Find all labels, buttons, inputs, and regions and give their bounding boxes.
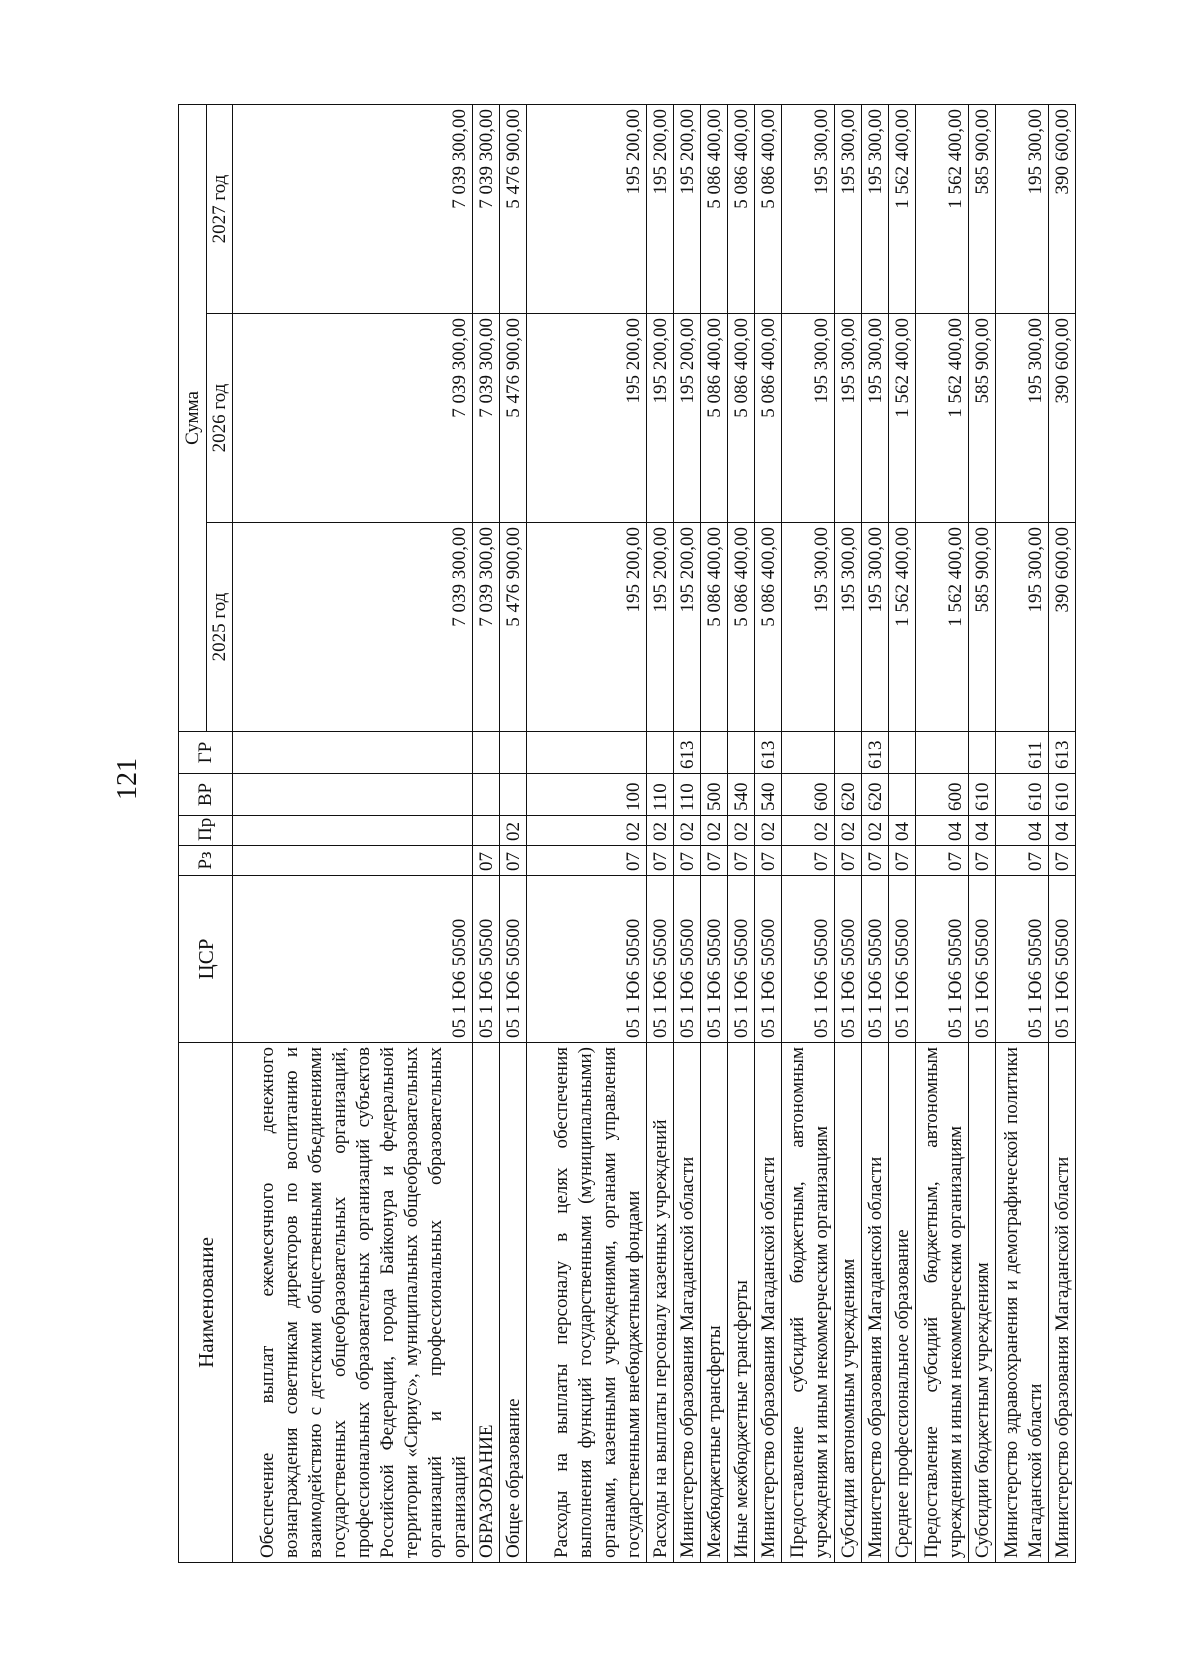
cell-name: Субсидии автономным учреждениям [835, 1043, 862, 1563]
header-gr: ГР [179, 732, 233, 774]
cell-y2026: 1 562 400,00 [916, 314, 969, 523]
header-2026: 2026 год [207, 314, 233, 523]
cell-y2027: 390 600,00 [1049, 105, 1076, 314]
cell-pr: 02 [862, 816, 889, 846]
cell-y2026: 195 200,00 [527, 314, 647, 523]
cell-rz: 07 [996, 846, 1049, 876]
cell-csr: 05 1 Ю6 50500 [500, 876, 527, 1043]
cell-y2026: 7 039 300,00 [473, 314, 500, 523]
table-row [1049, 105, 1076, 1563]
cell-y2026: 5 476 900,00 [500, 314, 527, 523]
cell-y2027: 195 200,00 [674, 105, 701, 314]
cell-gr [916, 732, 969, 774]
cell-y2026: 195 300,00 [862, 314, 889, 523]
table-row [782, 105, 835, 1563]
cell-gr [701, 732, 728, 774]
cell-vr: 110 [674, 774, 701, 816]
cell-rz: 07 [500, 846, 527, 876]
cell-pr: 02 [527, 816, 647, 846]
cell-y2025: 5 086 400,00 [755, 523, 782, 732]
cell-gr [835, 732, 862, 774]
cell-y2027: 1 562 400,00 [916, 105, 969, 314]
cell-gr: 613 [862, 732, 889, 774]
cell-name: Министерство образования Магаданской области [1049, 1043, 1076, 1563]
cell-y2025: 1 562 400,00 [889, 523, 916, 732]
cell-y2026: 195 300,00 [782, 314, 835, 523]
cell-name: Министерство здравоохранения и демографической политики Магаданской области [996, 1043, 1049, 1563]
table-row [916, 105, 969, 1563]
cell-rz: 07 [647, 846, 674, 876]
cell-y2027: 195 200,00 [527, 105, 647, 314]
cell-y2025: 195 200,00 [674, 523, 701, 732]
page-number: 121 [112, 758, 143, 800]
cell-rz: 07 [728, 846, 755, 876]
cell-pr: 04 [916, 816, 969, 846]
table-row [527, 105, 647, 1563]
cell-rz: 07 [1049, 846, 1076, 876]
header-sum: Сумма [179, 105, 207, 732]
cell-vr [473, 774, 500, 816]
cell-y2025: 195 200,00 [527, 523, 647, 732]
cell-y2026: 390 600,00 [1049, 314, 1076, 523]
table-row [969, 105, 996, 1563]
cell-y2026: 5 086 400,00 [728, 314, 755, 523]
cell-y2027: 5 086 400,00 [755, 105, 782, 314]
cell-csr: 05 1 Ю6 50500 [916, 876, 969, 1043]
cell-y2027: 7 039 300,00 [233, 105, 473, 314]
cell-csr: 05 1 Ю6 50500 [755, 876, 782, 1043]
cell-rz: 07 [969, 846, 996, 876]
cell-gr [969, 732, 996, 774]
cell-vr [233, 774, 473, 816]
cell-rz: 07 [701, 846, 728, 876]
cell-gr [500, 732, 527, 774]
cell-gr: 613 [755, 732, 782, 774]
cell-pr: 02 [728, 816, 755, 846]
cell-pr: 04 [889, 816, 916, 846]
header-2025: 2025 год [207, 523, 233, 732]
cell-pr: 02 [782, 816, 835, 846]
budget-table [178, 104, 1076, 1563]
table-row [500, 105, 527, 1563]
cell-vr: 600 [782, 774, 835, 816]
cell-vr: 620 [862, 774, 889, 816]
cell-csr: 05 1 Ю6 50500 [1049, 876, 1076, 1043]
cell-vr: 620 [835, 774, 862, 816]
cell-csr: 05 1 Ю6 50500 [969, 876, 996, 1043]
cell-vr: 600 [916, 774, 969, 816]
cell-y2027: 1 562 400,00 [889, 105, 916, 314]
cell-y2026: 585 900,00 [969, 314, 996, 523]
cell-rz: 07 [889, 846, 916, 876]
cell-csr: 05 1 Ю6 50500 [782, 876, 835, 1043]
cell-vr [889, 774, 916, 816]
cell-y2025: 7 039 300,00 [233, 523, 473, 732]
cell-vr: 110 [647, 774, 674, 816]
cell-csr: 05 1 Ю6 50500 [996, 876, 1049, 1043]
cell-y2025: 7 039 300,00 [473, 523, 500, 732]
cell-name: Министерство образования Магаданской области [755, 1043, 782, 1563]
cell-rz: 07 [527, 846, 647, 876]
cell-y2026: 7 039 300,00 [233, 314, 473, 523]
cell-y2026: 5 086 400,00 [755, 314, 782, 523]
cell-pr: 04 [996, 816, 1049, 846]
cell-gr: 613 [1049, 732, 1076, 774]
cell-pr: 02 [701, 816, 728, 846]
cell-name: Среднее профессиональное образование [889, 1043, 916, 1563]
cell-y2025: 5 086 400,00 [728, 523, 755, 732]
cell-y2027: 195 300,00 [835, 105, 862, 314]
header-name: Наименование [179, 1043, 233, 1563]
cell-vr: 610 [969, 774, 996, 816]
cell-vr: 610 [1049, 774, 1076, 816]
cell-y2025: 195 300,00 [862, 523, 889, 732]
cell-name: Министерство образования Магаданской области [674, 1043, 701, 1563]
cell-csr: 05 1 Ю6 50500 [889, 876, 916, 1043]
cell-vr: 540 [755, 774, 782, 816]
cell-gr [728, 732, 755, 774]
cell-csr: 05 1 Ю6 50500 [233, 876, 473, 1043]
cell-name: Предоставление субсидий бюджетным, автономным учреждениям и иным некоммерческим организациям [916, 1043, 969, 1563]
cell-y2025: 195 300,00 [835, 523, 862, 732]
cell-name: Субсидии бюджетным учреждениям [969, 1043, 996, 1563]
cell-y2026: 195 300,00 [835, 314, 862, 523]
cell-pr: 02 [755, 816, 782, 846]
cell-name: Иные межбюджетные трансферты [728, 1043, 755, 1563]
cell-vr: 500 [701, 774, 728, 816]
table-row [862, 105, 889, 1563]
cell-y2027: 195 200,00 [647, 105, 674, 314]
cell-rz: 07 [755, 846, 782, 876]
cell-gr [889, 732, 916, 774]
table-row [889, 105, 916, 1563]
cell-gr [473, 732, 500, 774]
cell-y2027: 5 476 900,00 [500, 105, 527, 314]
cell-pr: 02 [674, 816, 701, 846]
cell-vr: 610 [996, 774, 1049, 816]
cell-y2027: 5 086 400,00 [728, 105, 755, 314]
table-row [728, 105, 755, 1563]
cell-name: Межбюджетные трансферты [701, 1043, 728, 1563]
cell-name: Расходы на выплаты персоналу казенных учреждений [647, 1043, 674, 1563]
cell-pr [233, 816, 473, 846]
budget-table-page [178, 105, 1073, 1563]
cell-y2027: 7 039 300,00 [473, 105, 500, 314]
cell-csr: 05 1 Ю6 50500 [527, 876, 647, 1043]
cell-rz: 07 [674, 846, 701, 876]
cell-y2025: 195 200,00 [647, 523, 674, 732]
cell-y2026: 195 200,00 [647, 314, 674, 523]
cell-y2025: 5 086 400,00 [701, 523, 728, 732]
cell-name: Общее образование [500, 1043, 527, 1563]
cell-y2025: 5 476 900,00 [500, 523, 527, 732]
cell-rz: 07 [835, 846, 862, 876]
header-csr: ЦСР [179, 876, 233, 1043]
cell-csr: 05 1 Ю6 50500 [862, 876, 889, 1043]
table-row [701, 105, 728, 1563]
table-row [755, 105, 782, 1563]
header-row-1 [179, 105, 207, 1563]
cell-name: ОБРАЗОВАНИЕ [473, 1043, 500, 1563]
header-2027: 2027 год [207, 105, 233, 314]
cell-csr: 05 1 Ю6 50500 [674, 876, 701, 1043]
cell-vr: 540 [728, 774, 755, 816]
cell-pr: 02 [835, 816, 862, 846]
cell-gr [527, 732, 647, 774]
cell-rz: 07 [862, 846, 889, 876]
cell-pr: 04 [969, 816, 996, 846]
table-body [233, 105, 1076, 1563]
cell-pr: 04 [1049, 816, 1076, 846]
cell-gr [233, 732, 473, 774]
cell-y2027: 585 900,00 [969, 105, 996, 314]
cell-name: Расходы на выплаты персоналу в целях обеспечения выполнения функций государственными (муниципальными) органами, казенными учреждениями, органами управления государственными внебюджетными фондами [527, 1043, 647, 1563]
cell-csr: 05 1 Ю6 50500 [728, 876, 755, 1043]
cell-csr: 05 1 Ю6 50500 [473, 876, 500, 1043]
table-row [996, 105, 1049, 1563]
table-row [647, 105, 674, 1563]
cell-name: Обеспечение выплат ежемесячного денежного вознаграждения советникам директоров по воспитанию и взаимодействию с детскими общественными объединениями государственных общеобразовательных организаций, профессиональных образовательных организаций субъектов Российской Федерации, города Байконура и федеральной территории «Сириус», муниципальных общеобразовательных организаций и профессиональных образовательных организаций [233, 1043, 473, 1563]
cell-vr [500, 774, 527, 816]
cell-y2027: 195 300,00 [782, 105, 835, 314]
cell-gr [647, 732, 674, 774]
table-row [835, 105, 862, 1563]
cell-y2026: 1 562 400,00 [889, 314, 916, 523]
cell-y2027: 195 300,00 [996, 105, 1049, 314]
cell-rz: 07 [782, 846, 835, 876]
cell-y2025: 585 900,00 [969, 523, 996, 732]
cell-csr: 05 1 Ю6 50500 [835, 876, 862, 1043]
cell-y2025: 390 600,00 [1049, 523, 1076, 732]
cell-y2025: 1 562 400,00 [916, 523, 969, 732]
cell-name: Предоставление субсидий бюджетным, автономным учреждениям и иным некоммерческим организациям [782, 1043, 835, 1563]
cell-pr: 02 [500, 816, 527, 846]
cell-pr [473, 816, 500, 846]
cell-rz [233, 846, 473, 876]
cell-vr: 100 [527, 774, 647, 816]
cell-rz: 07 [916, 846, 969, 876]
cell-pr: 02 [647, 816, 674, 846]
cell-rz: 07 [473, 846, 500, 876]
cell-csr: 05 1 Ю6 50500 [647, 876, 674, 1043]
cell-csr: 05 1 Ю6 50500 [701, 876, 728, 1043]
table-row [233, 105, 473, 1563]
cell-y2026: 195 200,00 [674, 314, 701, 523]
cell-y2027: 195 300,00 [862, 105, 889, 314]
cell-y2027: 5 086 400,00 [701, 105, 728, 314]
cell-gr: 613 [674, 732, 701, 774]
header-pr: Пр [179, 816, 233, 846]
cell-gr: 611 [996, 732, 1049, 774]
header-vr: ВР [179, 774, 233, 816]
table-row [674, 105, 701, 1563]
cell-y2026: 195 300,00 [996, 314, 1049, 523]
cell-gr [782, 732, 835, 774]
table-row [473, 105, 500, 1563]
cell-y2026: 5 086 400,00 [701, 314, 728, 523]
cell-y2025: 195 300,00 [782, 523, 835, 732]
header-rz: Рз [179, 846, 233, 876]
cell-y2025: 195 300,00 [996, 523, 1049, 732]
cell-name: Министерство образования Магаданской области [862, 1043, 889, 1563]
